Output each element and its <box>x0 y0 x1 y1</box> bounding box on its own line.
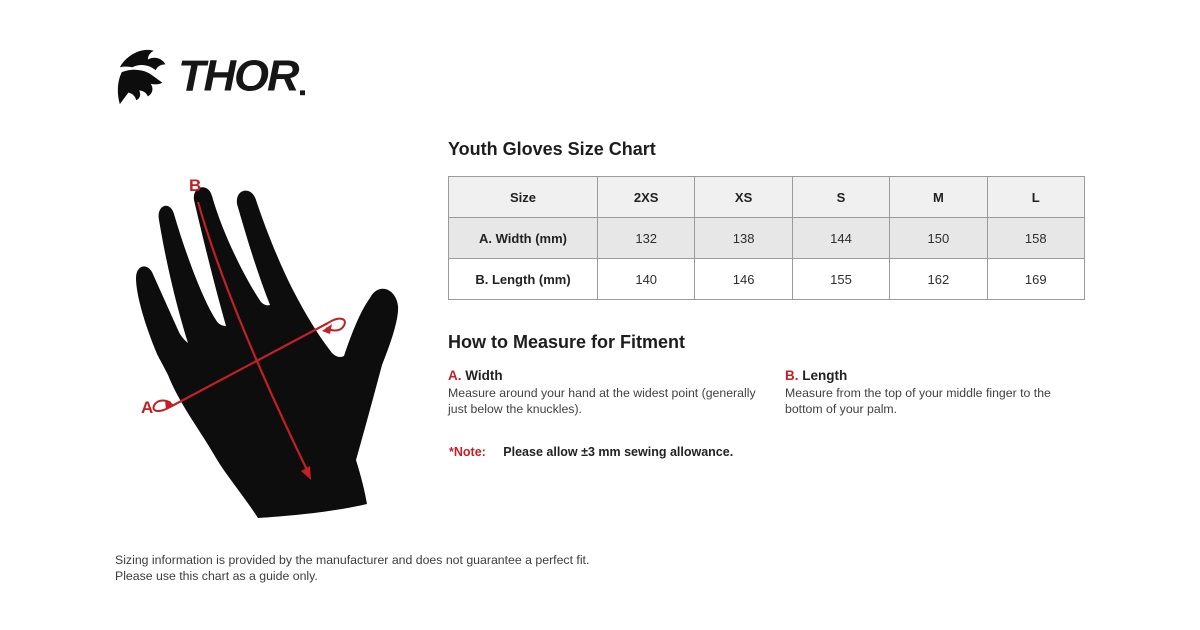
disclaimer-footer <box>115 552 589 584</box>
disclaimer-line-2: Please use this chart as a guide only. <box>115 569 318 583</box>
col-header-xs: XS <box>695 177 792 218</box>
glove-silhouette <box>136 187 398 518</box>
thor-wordmark-text: THOR <box>178 51 298 100</box>
thor-ram-icon <box>114 46 176 106</box>
length-row <box>449 259 1085 300</box>
thor-wordmark <box>178 47 305 105</box>
measure-width-heading <box>448 368 768 383</box>
measure-width-description: Measure around your hand at the widest point (generally just below the knuckles). <box>448 386 756 416</box>
measure-width-name: Width <box>465 368 503 383</box>
length-value-m: 162 <box>890 259 987 300</box>
glove-measurement-figure <box>118 160 418 532</box>
how-to-measure-title: How to Measure for Fitment <box>448 332 686 352</box>
glove-label-a: A <box>141 398 154 417</box>
thor-wordmark-dot <box>300 90 305 95</box>
width-row <box>449 218 1085 259</box>
measure-width-block <box>448 368 768 417</box>
measure-width-key: A. <box>448 368 462 383</box>
measure-length-name: Length <box>802 368 848 383</box>
col-header-m: M <box>890 177 987 218</box>
size-chart-header-row <box>449 177 1085 218</box>
ram-horn-shape <box>120 50 165 70</box>
note-text: Please allow ±3 mm sewing allowance. <box>503 445 734 459</box>
thor-logo <box>114 46 305 106</box>
width-value-s: 144 <box>792 218 889 259</box>
sewing-allowance-note <box>449 445 733 459</box>
col-header-l: L <box>987 177 1084 218</box>
width-value-m: 150 <box>890 218 987 259</box>
measure-length-description: Measure from the top of your middle finger to the bottom of your palm. <box>785 386 1051 416</box>
disclaimer-line-1: Sizing information is provided by the manufacturer and does not guarantee a perfect fit. <box>115 553 590 567</box>
width-row-label: A. Width (mm) <box>449 218 598 259</box>
col-header-2xs: 2XS <box>598 177 695 218</box>
width-value-xs: 138 <box>695 218 792 259</box>
col-header-size: Size <box>449 177 598 218</box>
glove-figure-svg <box>118 160 418 532</box>
measure-length-heading <box>785 368 1085 383</box>
length-value-l: 169 <box>987 259 1084 300</box>
length-value-2xs: 140 <box>598 259 695 300</box>
width-value-l: 158 <box>987 218 1084 259</box>
note-label: *Note: <box>449 445 486 459</box>
measure-length-key: B. <box>785 368 799 383</box>
size-chart-title: Youth Gloves Size Chart <box>448 139 656 159</box>
glove-label-b: B <box>189 176 202 195</box>
length-row-label: B. Length (mm) <box>449 259 598 300</box>
col-header-s: S <box>792 177 889 218</box>
measure-length-block <box>785 368 1085 417</box>
ram-head-shape <box>118 70 163 104</box>
size-chart-table <box>448 176 1085 300</box>
length-value-s: 155 <box>792 259 889 300</box>
width-value-2xs: 132 <box>598 218 695 259</box>
length-value-xs: 146 <box>695 259 792 300</box>
